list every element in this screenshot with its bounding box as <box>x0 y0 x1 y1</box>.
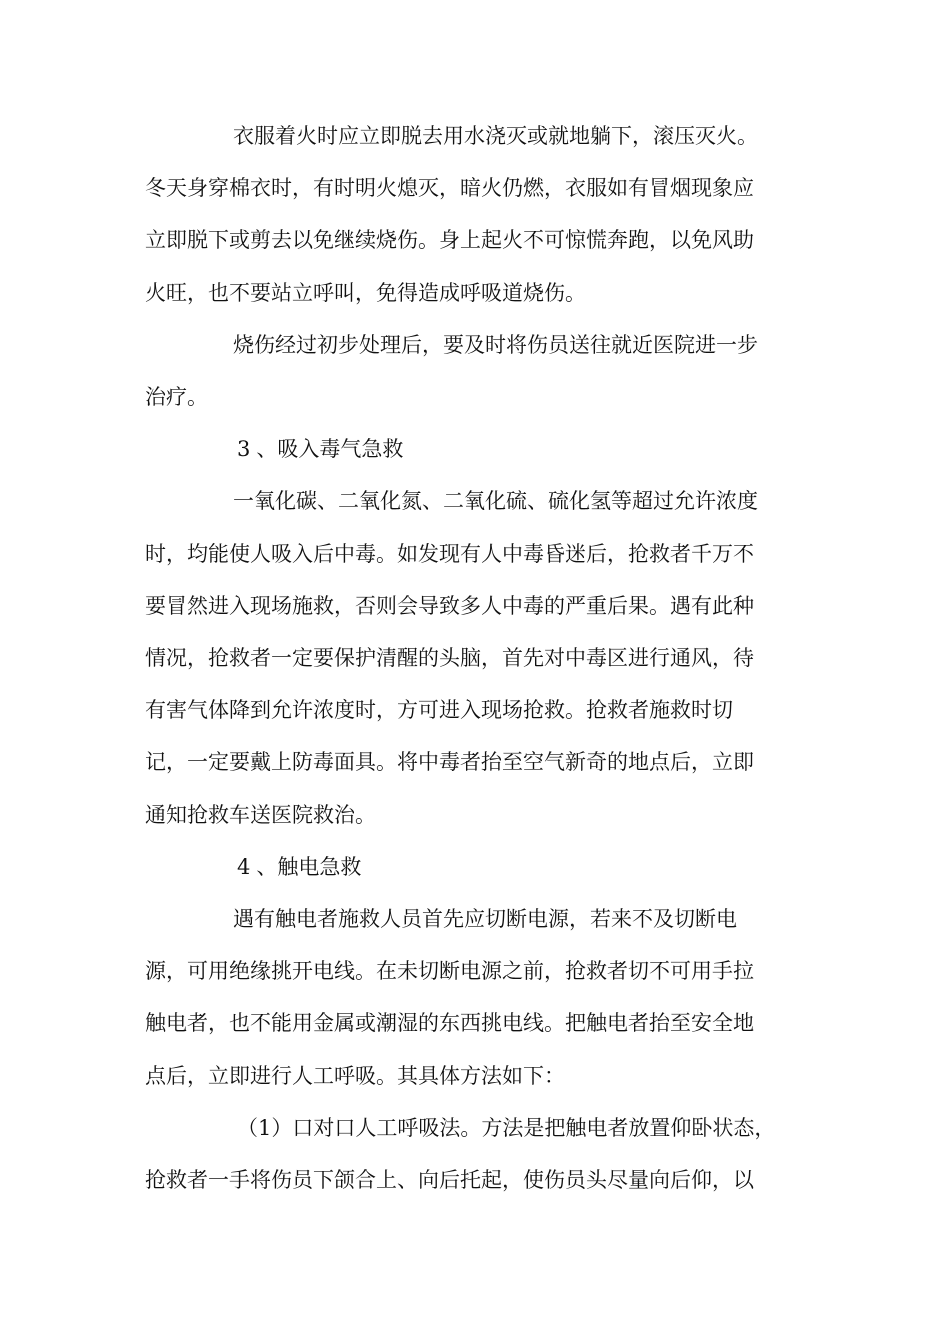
text-line: 时，均能使人吸入后中毒。如发现有人中毒昏迷后，抢救者千万不 <box>145 541 754 566</box>
text-line: 源，可用绝缘挑开电线。在未切断电源之前，抢救者切不可用手拉 <box>145 959 754 984</box>
text-line: 烧伤经过初步处理后，要及时将伤员送往就近医院进一步 <box>233 332 758 357</box>
text-line: 治疗。 <box>145 385 208 410</box>
paragraph-burn-treatment <box>145 319 795 423</box>
text-line: （1）口对口人工呼吸法。方法是把触电者放置仰卧状态， <box>237 1115 776 1140</box>
text-line: 一氧化碳、二氧化氮、二氧化硫、硫化氢等超过允许浓度 <box>233 489 758 514</box>
paragraph-electric-shock <box>145 893 795 1102</box>
text-line: 点后，立即进行人工呼吸。其具体方法如下： <box>145 1063 565 1088</box>
text-line: 有害气体降到允许浓度时，方可进入现场抢救。抢救者施救时切 <box>145 698 733 723</box>
text-line: 立即脱下或剪去以免继续烧伤。身上起火不可惊慌奔跑，以免风助 <box>145 228 754 253</box>
text-line: 要冒然进入现场施救，否则会导致多人中毒的严重后果。遇有此种 <box>145 593 754 618</box>
section-title: 、触电急救 <box>256 854 362 879</box>
section-number: 4 <box>237 854 251 879</box>
section-number: 3 <box>237 437 251 462</box>
section-heading-electric-shock <box>145 841 795 893</box>
text-line: 抢救者一手将伤员下颌合上、向后托起，使伤员头尽量向后仰，以 <box>145 1168 754 1193</box>
text-line: 通知抢救车送医院救治。 <box>145 802 376 827</box>
text-line: 记，一定要戴上防毒面具。将中毒者抬至空气新奇的地点后，立即 <box>145 750 754 775</box>
text-line: 衣服着火时应立即脱去用水浇灭或就地躺下，滚压灭火。 <box>233 124 758 148</box>
text-line: 冬天身穿棉衣时，有时明火熄灭，暗火仍燃，衣服如有冒烟现象应 <box>145 176 754 201</box>
text-line: 遇有触电者施救人员首先应切断电源，若来不及切断电 <box>233 907 737 932</box>
paragraph-clothing-fire <box>145 110 795 319</box>
section-title: 、吸入毒气急救 <box>256 437 404 462</box>
section-heading-toxic-gas <box>145 423 795 475</box>
document-body <box>145 110 795 1206</box>
text-line: 触电者，也不能用金属或潮湿的东西挑电线。把触电者抬至安全地 <box>145 1011 754 1036</box>
list-item-mouth-to-mouth <box>145 1102 795 1206</box>
paragraph-toxic-gas <box>145 475 795 840</box>
text-line: 情况，抢救者一定要保护清醒的头脑，首先对中毒区进行通风，待 <box>145 646 754 671</box>
text-line: 火旺，也不要站立呼叫，免得造成呼吸道烧伤。 <box>145 280 586 305</box>
